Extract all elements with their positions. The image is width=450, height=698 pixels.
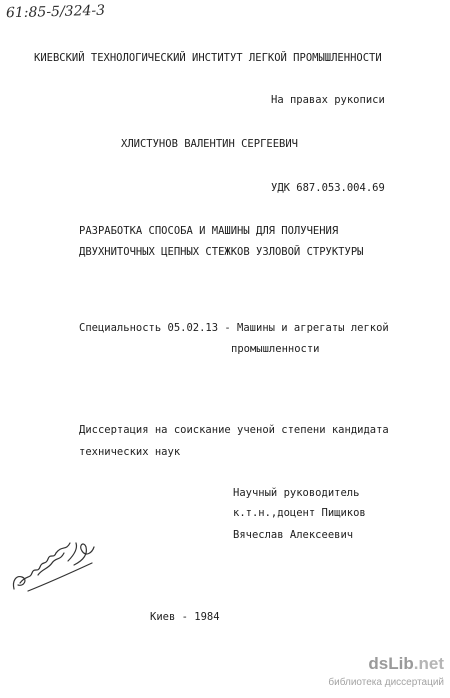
supervisor-title: Научный руководитель bbox=[233, 487, 360, 499]
institute-name: КИЕВСКИЙ ТЕХНОЛОГИЧЕСКИЙ ИНСТИТУТ ЛЕГКОЙ ПРОМЫШЛЕННОСТИ bbox=[34, 52, 382, 64]
specialty-line-1: Специальность 05.02.13 - Машины и агрегаты легкой bbox=[79, 322, 389, 334]
title-line-2: ДВУХНИТОЧНЫХ ЦЕПНЫХ СТЕЖКОВ УЗЛОВОЙ СТРУКТУРЫ bbox=[79, 246, 364, 258]
dissertation-line-1: Диссертация на соискание ученой степени кандидата bbox=[79, 424, 389, 436]
udk-code: УДК 687.053.004.69 bbox=[271, 182, 385, 194]
supervisor-patronymic: Вячеслав Алексеевич bbox=[233, 529, 354, 541]
watermark-tld: .net bbox=[413, 654, 444, 673]
watermark-subtitle: библиотека диссертаций bbox=[328, 677, 444, 688]
dissertation-line-2: технических наук bbox=[79, 446, 181, 458]
author-signature bbox=[8, 535, 100, 595]
specialty-line-2: промышленности bbox=[231, 343, 320, 355]
city-year: Киев - 1984 bbox=[150, 611, 220, 623]
handwritten-archive-number: 61:85-5/324-3 bbox=[5, 2, 106, 22]
rights-note: На правах рукописи bbox=[271, 94, 385, 106]
dslib-watermark bbox=[320, 654, 446, 694]
title-line-1: РАЗРАБОТКА СПОСОБА И МАШИНЫ ДЛЯ ПОЛУЧЕНИЯ bbox=[79, 225, 339, 237]
supervisor-degree-name: к.т.н.,доцент Пищиков bbox=[233, 507, 366, 519]
watermark-brand: dsLib bbox=[368, 654, 414, 673]
author-name: ХЛИСТУНОВ ВАЛЕНТИН СЕРГЕЕВИЧ bbox=[121, 138, 299, 150]
watermark-logo bbox=[368, 654, 444, 674]
